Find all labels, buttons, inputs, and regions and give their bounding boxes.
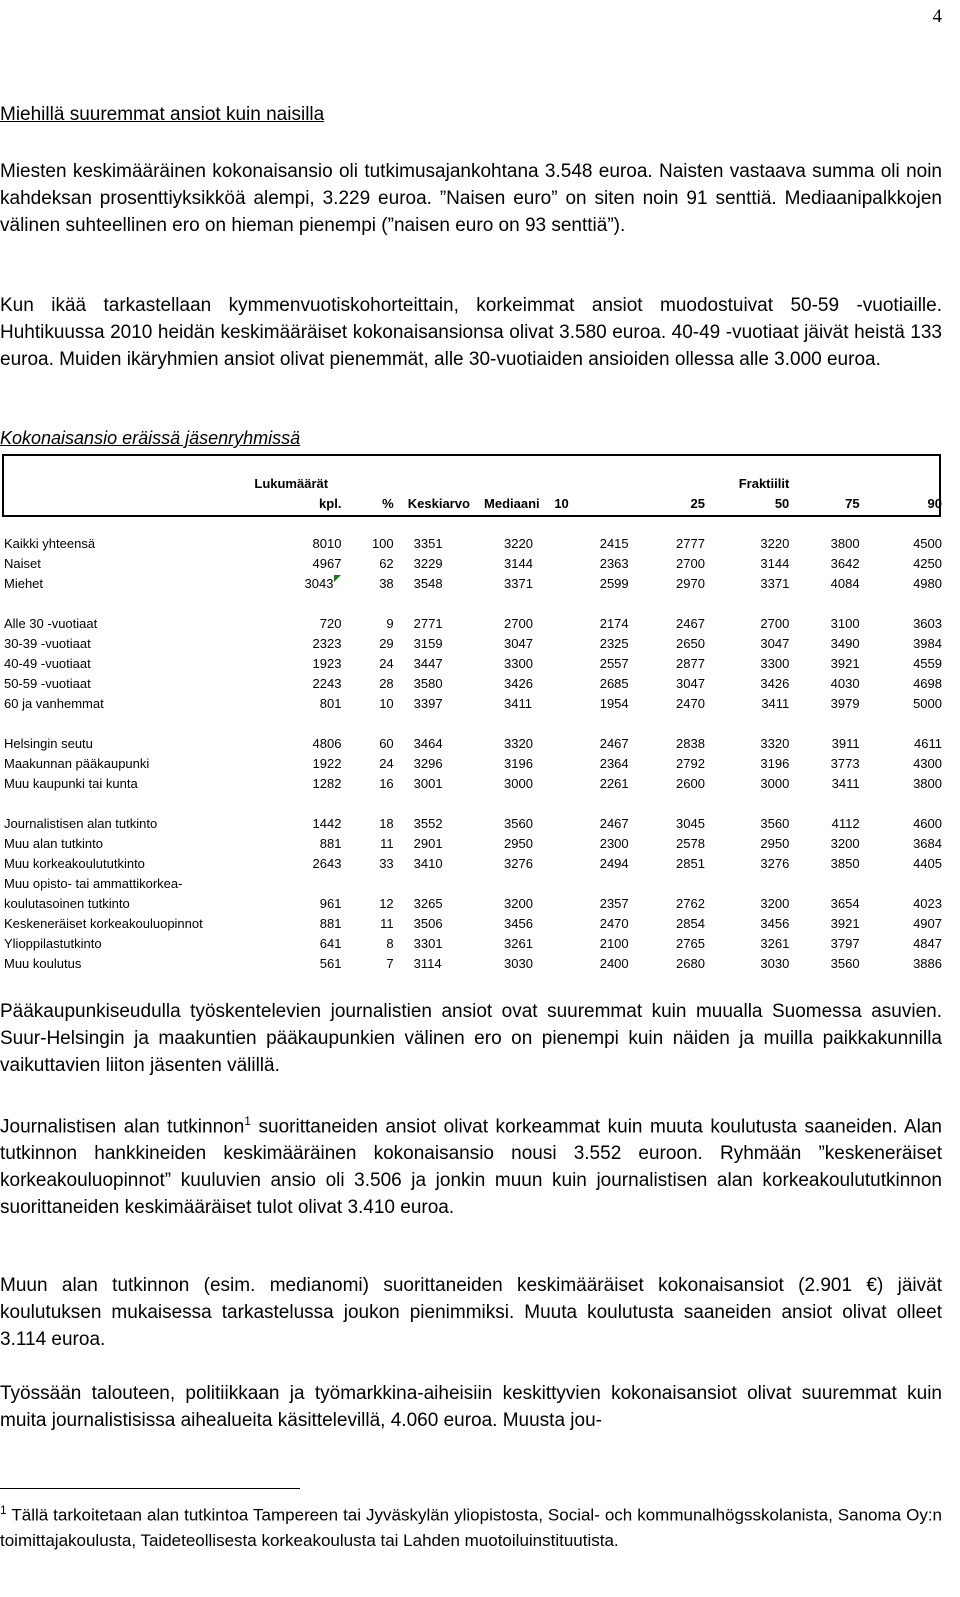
table-cell: 3047 xyxy=(760,636,790,651)
row-label: 50-59 -vuotiaat xyxy=(4,676,91,691)
table-row xyxy=(0,754,942,774)
row-label: Naiset xyxy=(4,556,41,571)
table-cell: 29 xyxy=(379,636,394,651)
column-header: 25 xyxy=(690,496,705,511)
table-cell: 3144 xyxy=(760,556,790,571)
table-cell: 3261 xyxy=(760,936,790,951)
table-cell xyxy=(241,874,341,894)
table-cell: 3351 xyxy=(413,536,443,551)
paragraph-education-start: Journalistisen alan tutkinnon xyxy=(0,1116,245,1138)
table-cell: 2950 xyxy=(504,836,533,851)
table-cell: 3200 xyxy=(830,836,860,851)
table-cell: 2771 xyxy=(413,616,443,631)
footnote xyxy=(0,1498,942,1553)
table-cell: 3456 xyxy=(504,916,533,931)
table-cell: 3397 xyxy=(413,696,443,711)
page-number: 4 xyxy=(932,6,942,27)
table-cell: 4980 xyxy=(913,576,942,591)
table-cell: 2643 xyxy=(312,856,342,871)
table-cell: 3560 xyxy=(830,956,860,971)
table-cell: 3371 xyxy=(760,576,790,591)
table-cell: 3548 xyxy=(413,576,443,591)
table-row xyxy=(0,814,942,834)
table-cell: 2470 xyxy=(599,916,629,931)
column-header: 75 xyxy=(845,496,860,511)
table-cell: 100 xyxy=(371,536,394,551)
table-caption: Kokonaisansio eräissä jäsenryhmissä xyxy=(0,428,301,448)
table-cell: 2467 xyxy=(599,736,629,751)
table-cell: 2600 xyxy=(676,776,705,791)
table-row xyxy=(0,574,942,594)
table-cell: 3030 xyxy=(504,956,533,971)
table-cell: 2363 xyxy=(599,556,629,571)
table-cell: 3426 xyxy=(504,676,533,691)
table-row xyxy=(0,894,942,914)
paragraph-education xyxy=(0,1108,942,1221)
table-cell: 2467 xyxy=(676,616,705,631)
table-cell: 2578 xyxy=(676,836,705,851)
footnote-ref: 1 xyxy=(244,1114,251,1128)
table-cell: 3800 xyxy=(830,536,860,551)
table-cell: 3229 xyxy=(413,556,443,571)
table-cell: 881 xyxy=(319,836,342,851)
table-row xyxy=(0,554,942,574)
table-row xyxy=(0,734,942,754)
table-cell: 5000 xyxy=(913,696,942,711)
table-row xyxy=(0,914,942,934)
table-cell: 33 xyxy=(379,856,394,871)
table-cell: 3654 xyxy=(830,896,860,911)
paragraph-gender: Miesten keskimääräinen kokonaisansio oli tutkimusajankohtana 3.548 euroa. Naisten vastaava summa oli noin kahdeksan prosenttiyksikköä alempi, 3.229 euroa. ”Naisen euro” on siten noin 91 senttiä. Mediaanipalkkojen välinen suhteellinen ero on hieman pienempi (”naisen euro on 93 senttiä”). xyxy=(0,161,942,236)
row-label: Kaikki yhteensä xyxy=(4,536,96,551)
table-row xyxy=(0,614,942,634)
table-cell: 3300 xyxy=(760,656,790,671)
table-cell: 11 xyxy=(380,836,394,851)
row-label: Alle 30 -vuotiaat xyxy=(4,616,98,631)
table-cell: 4084 xyxy=(830,576,860,591)
table-cell: 3159 xyxy=(413,636,443,651)
table-cell: 24 xyxy=(379,756,394,771)
table-row xyxy=(0,634,942,654)
table-cell: 2877 xyxy=(676,656,705,671)
table-cell: 3320 xyxy=(504,736,533,751)
table-cell: 3684 xyxy=(913,836,942,851)
table-cell: 4600 xyxy=(913,816,942,831)
table-cell: 3000 xyxy=(760,776,790,791)
table-cell: 3642 xyxy=(830,556,860,571)
table-cell: 2415 xyxy=(599,536,629,551)
table-cell: 2650 xyxy=(676,636,705,651)
table-row xyxy=(0,874,942,894)
table-cell: 3560 xyxy=(504,816,533,831)
table-cell: 3261 xyxy=(504,936,533,951)
table-cell: 2100 xyxy=(599,936,629,951)
table-cell: 3580 xyxy=(413,676,443,691)
table-cell: 3447 xyxy=(413,656,443,671)
table-cell: 2323 xyxy=(312,636,342,651)
table-cell xyxy=(705,874,789,894)
row-label: koulutasoinen tutkinto xyxy=(4,896,130,911)
table-cell: 2470 xyxy=(676,696,705,711)
table-cell: 2261 xyxy=(599,776,629,791)
table-cell: 3047 xyxy=(676,676,705,691)
table-cell: 4967 xyxy=(312,556,342,571)
paragraph-age: Kun ikää tarkastellaan kymmenvuotiskohorteittain, korkeimmat ansiot muodostuivat 50-59 -vuotiaille. Huhtikuussa 2010 heidän keskimääräiset kokonaisansionsa olivat 3.580 euroa. 40-49 -vuotiaat jäivät heistä 133 euroa. Muiden ikäryhmien ansiot olivat pienemmät, alle 30-vuotiaiden ansioiden ollessa alle 3.000 euroa. xyxy=(0,295,942,370)
table-cell: 2357 xyxy=(599,896,629,911)
row-label: 40-49 -vuotiaat xyxy=(4,656,91,671)
table-cell: 2364 xyxy=(599,756,629,771)
table-cell: 3001 xyxy=(413,776,443,791)
paragraph-topics: Työssään talouteen, politiikkaan ja työmarkkina-aiheisiin keskittyvien kokonaisansiot olivat suuremmat kuin muita journalistisissa aihealueita käsittelevillä, 4.060 euroa. Muusta jou- xyxy=(0,1383,942,1431)
table-cell: 3276 xyxy=(504,856,533,871)
table-cell: 3800 xyxy=(913,776,942,791)
table-cell: 3301 xyxy=(413,936,443,951)
table-cell: 4698 xyxy=(913,676,942,691)
table-cell: 24 xyxy=(379,656,394,671)
table-cell: 4611 xyxy=(914,736,942,751)
table-cell: 3560 xyxy=(760,816,790,831)
table-cell: 60 xyxy=(379,736,394,751)
table-cell: 3773 xyxy=(830,756,860,771)
row-label: Helsingin seutu xyxy=(4,736,93,751)
table-cell: 1282 xyxy=(312,776,342,791)
table-cell: 3047 xyxy=(504,636,533,651)
table-cell: 1954 xyxy=(599,696,629,711)
header-counts: Lukumäärät xyxy=(254,476,329,491)
row-label: Muu kaupunki tai kunta xyxy=(4,776,138,791)
table-cell: 38 xyxy=(379,576,394,591)
column-header: 50 xyxy=(774,496,790,511)
table-cell: 2970 xyxy=(676,576,705,591)
row-label: Muu korkeakoulututkinto xyxy=(4,856,145,871)
spacer-row xyxy=(0,714,942,734)
table-row xyxy=(0,674,942,694)
table-cell: 12 xyxy=(379,896,394,911)
table-cell: 3000 xyxy=(504,776,533,791)
table-cell: 641 xyxy=(319,936,342,951)
row-label: Keskeneräiset korkeakouluopinnot xyxy=(4,916,203,931)
table-cell: 3921 xyxy=(830,656,860,671)
footnote-text: Tällä tarkoitetaan alan tutkintoa Tampereen tai Jyväskylän yliopistosta, Social- och kommunalhögsskolanista, Sanoma Oy:n toimittajakoulusta, Taideteollisesta korkeakoulusta tai Lahden muotoiluinstituutista. xyxy=(0,1505,942,1550)
table-cell: 2685 xyxy=(599,676,629,691)
table-cell: 4405 xyxy=(913,856,942,871)
table-cell: 2792 xyxy=(676,756,705,771)
row-label: Muu koulutus xyxy=(4,956,82,971)
table-cell: 3296 xyxy=(413,756,443,771)
table-cell: 3603 xyxy=(913,616,942,631)
table-row xyxy=(0,694,942,714)
table-cell: 4023 xyxy=(913,896,942,911)
table-cell: 1922 xyxy=(312,756,342,771)
table-cell: 2700 xyxy=(676,556,705,571)
table-cell: 2700 xyxy=(760,616,790,631)
table-cell: 2838 xyxy=(676,736,705,751)
table-row xyxy=(0,954,942,974)
table-cell: 3196 xyxy=(760,756,790,771)
table-cell: 3144 xyxy=(504,556,533,571)
table-cell: 2494 xyxy=(599,856,629,871)
table-row xyxy=(0,774,942,794)
table-cell: 4806 xyxy=(312,736,342,751)
column-header-row xyxy=(0,494,942,514)
table-cell: 3411 xyxy=(504,696,532,711)
table-cell xyxy=(484,874,554,894)
column-header: Mediaani xyxy=(484,496,540,511)
paragraph-education-rest: suorittaneiden ansiot olivat korkeammat kuin muuta koulutusta saaneiden. Alan tutkinnon hankkineiden keskimääräinen kokonaisansio nousi 3.552 euroon. Ryhmään ”keskeneräiset korkeakouluopinnot” kuuluvien ansio oli 3.506 ja jonkin muun kuin journalistisen alan korkeakoulututkinnon suorittaneiden keskimääräiset tulot olivat 3.410 euroa. xyxy=(0,1116,943,1219)
table-cell: 2950 xyxy=(760,836,790,851)
earnings-table xyxy=(0,474,942,974)
table-cell: 2599 xyxy=(599,576,629,591)
spacer-row xyxy=(0,794,942,814)
table-cell: 3411 xyxy=(831,776,860,791)
table-cell: 3371 xyxy=(504,576,533,591)
table-row xyxy=(0,834,942,854)
row-label: Muu alan tutkinto xyxy=(4,836,104,851)
table-cell xyxy=(341,874,393,894)
table-cell: 3456 xyxy=(760,916,790,931)
row-label: Miehet xyxy=(4,576,44,591)
table-cell: 2325 xyxy=(599,636,629,651)
table-row xyxy=(0,534,942,554)
table-cell: 3100 xyxy=(830,616,860,631)
table-cell: 561 xyxy=(319,956,342,971)
row-label: Ylioppilastutkinto xyxy=(4,936,102,951)
table-cell: 3490 xyxy=(830,636,860,651)
table-cell: 3886 xyxy=(913,956,942,971)
table-cell: 3300 xyxy=(504,656,533,671)
table-cell: 3220 xyxy=(504,536,533,551)
table-row xyxy=(0,934,942,954)
footnote-rule xyxy=(0,1488,300,1489)
cell-comment-marker xyxy=(334,575,341,582)
table-cell: 3411 xyxy=(761,696,790,711)
table-cell: 4250 xyxy=(913,556,942,571)
table-cell: 4907 xyxy=(913,916,942,931)
table-cell xyxy=(629,874,705,894)
row-label: 60 ja vanhemmat xyxy=(4,696,104,711)
table-cell: 4500 xyxy=(913,536,942,551)
table-cell: 3265 xyxy=(413,896,443,911)
table-cell: 3464 xyxy=(413,736,443,751)
table-cell: 3220 xyxy=(760,536,790,551)
table-cell: 3850 xyxy=(830,856,860,871)
table-cell: 18 xyxy=(379,816,394,831)
table-cell: 2777 xyxy=(676,536,705,551)
table-cell: 2557 xyxy=(599,656,629,671)
table-cell: 4030 xyxy=(830,676,860,691)
spacer-row xyxy=(0,514,942,534)
table-cell: 2700 xyxy=(504,616,533,631)
table-cell: 3320 xyxy=(760,736,790,751)
table-cell: 4559 xyxy=(913,656,942,671)
table-cell: 2400 xyxy=(599,956,629,971)
table-cell: 3984 xyxy=(913,636,942,651)
header-fractiles: Fraktiilit xyxy=(738,476,790,491)
table-cell xyxy=(860,874,942,894)
table-cell xyxy=(394,874,484,894)
table-cell: 3426 xyxy=(760,676,790,691)
table-cell xyxy=(789,874,859,894)
table-cell: 3979 xyxy=(830,696,860,711)
table-row xyxy=(0,854,942,874)
table-cell: 9 xyxy=(386,616,394,631)
row-label: Muu opisto- tai ammattikorkea- xyxy=(4,876,183,891)
column-header: 10 xyxy=(554,496,569,511)
table-cell: 3200 xyxy=(504,896,533,911)
table-cell: 62 xyxy=(379,556,394,571)
table-cell: 2762 xyxy=(676,896,705,911)
table-cell: 16 xyxy=(379,776,394,791)
row-label: Journalistisen alan tutkinto xyxy=(4,816,158,831)
table-cell: 3200 xyxy=(760,896,790,911)
table-cell: 3276 xyxy=(760,856,790,871)
table-cell: 2765 xyxy=(676,936,705,951)
row-label: Maakunnan pääkaupunki xyxy=(4,756,150,771)
table-cell: 2300 xyxy=(599,836,629,851)
paragraph-region: Pääkaupunkiseudulla työskentelevien journalistien ansiot ovat suuremmat kuin muualla Suomessa asuvien. Suur-Helsingin ja maakuntien pääkaupunkien välinen ero on pienempi kuin näiden ja muilla paikkakunnilla vaikuttavien liiton jäsenten välillä. xyxy=(0,1001,942,1076)
table-cell: 3911 xyxy=(831,736,860,751)
table-cell: 2680 xyxy=(676,956,705,971)
table-cell: 1923 xyxy=(312,656,342,671)
table-cell: 2851 xyxy=(676,856,705,871)
table-cell: 10 xyxy=(379,696,394,711)
table-cell: 8010 xyxy=(312,536,342,551)
table-cell: 3552 xyxy=(413,816,443,831)
table-cell: 7 xyxy=(386,956,394,971)
footnote-marker: 1 xyxy=(0,1503,7,1517)
table-cell: 3410 xyxy=(413,856,443,871)
table-cell: 2243 xyxy=(312,676,342,691)
paragraph-other-degree: Muun alan tutkinnon (esim. medianomi) suorittaneiden keskimääräiset kokonaisansiot (2.901 €) jäivät koulutuksen mukaisessa tarkastelussa joukon pienimmiksi. Muuta koulutusta saaneiden ansiot olivat olleet 3.114 euroa. xyxy=(0,1275,942,1350)
column-header: 90 xyxy=(927,496,942,511)
table-cell: 3506 xyxy=(413,916,443,931)
table-cell: 11 xyxy=(380,916,394,931)
table-cell: 4112 xyxy=(831,816,860,831)
table-cell: 801 xyxy=(319,696,342,711)
table-cell: 2901 xyxy=(413,836,443,851)
table-cell: 3114 xyxy=(413,956,442,971)
table-cell: 4847 xyxy=(913,936,942,951)
table-cell: 4300 xyxy=(913,756,942,771)
column-header: % xyxy=(382,496,394,511)
spacer-row xyxy=(0,594,942,614)
table-cell: 8 xyxy=(386,936,394,951)
table-cell: 3921 xyxy=(830,916,860,931)
section-heading: Miehillä suuremmat ansiot kuin naisilla xyxy=(0,104,325,125)
table-cell: 3043 xyxy=(241,574,341,594)
table-cell: 720 xyxy=(319,616,342,631)
column-header: Keskiarvo xyxy=(407,496,470,511)
column-header: kpl. xyxy=(319,496,342,511)
table-cell: 3030 xyxy=(760,956,790,971)
table-cell: 3196 xyxy=(504,756,533,771)
table-cell: 2467 xyxy=(599,816,629,831)
table-cell: 1442 xyxy=(312,816,342,831)
table-row xyxy=(0,654,942,674)
table-cell: 961 xyxy=(319,896,342,911)
table-cell: 3045 xyxy=(676,816,705,831)
table-cell: 881 xyxy=(319,916,342,931)
table-cell: 2174 xyxy=(599,616,629,631)
table-cell xyxy=(554,874,628,894)
table-cell: 2854 xyxy=(676,916,705,931)
row-label: 30-39 -vuotiaat xyxy=(4,636,91,651)
table-cell: 28 xyxy=(379,676,394,691)
table-cell: 3797 xyxy=(830,936,860,951)
